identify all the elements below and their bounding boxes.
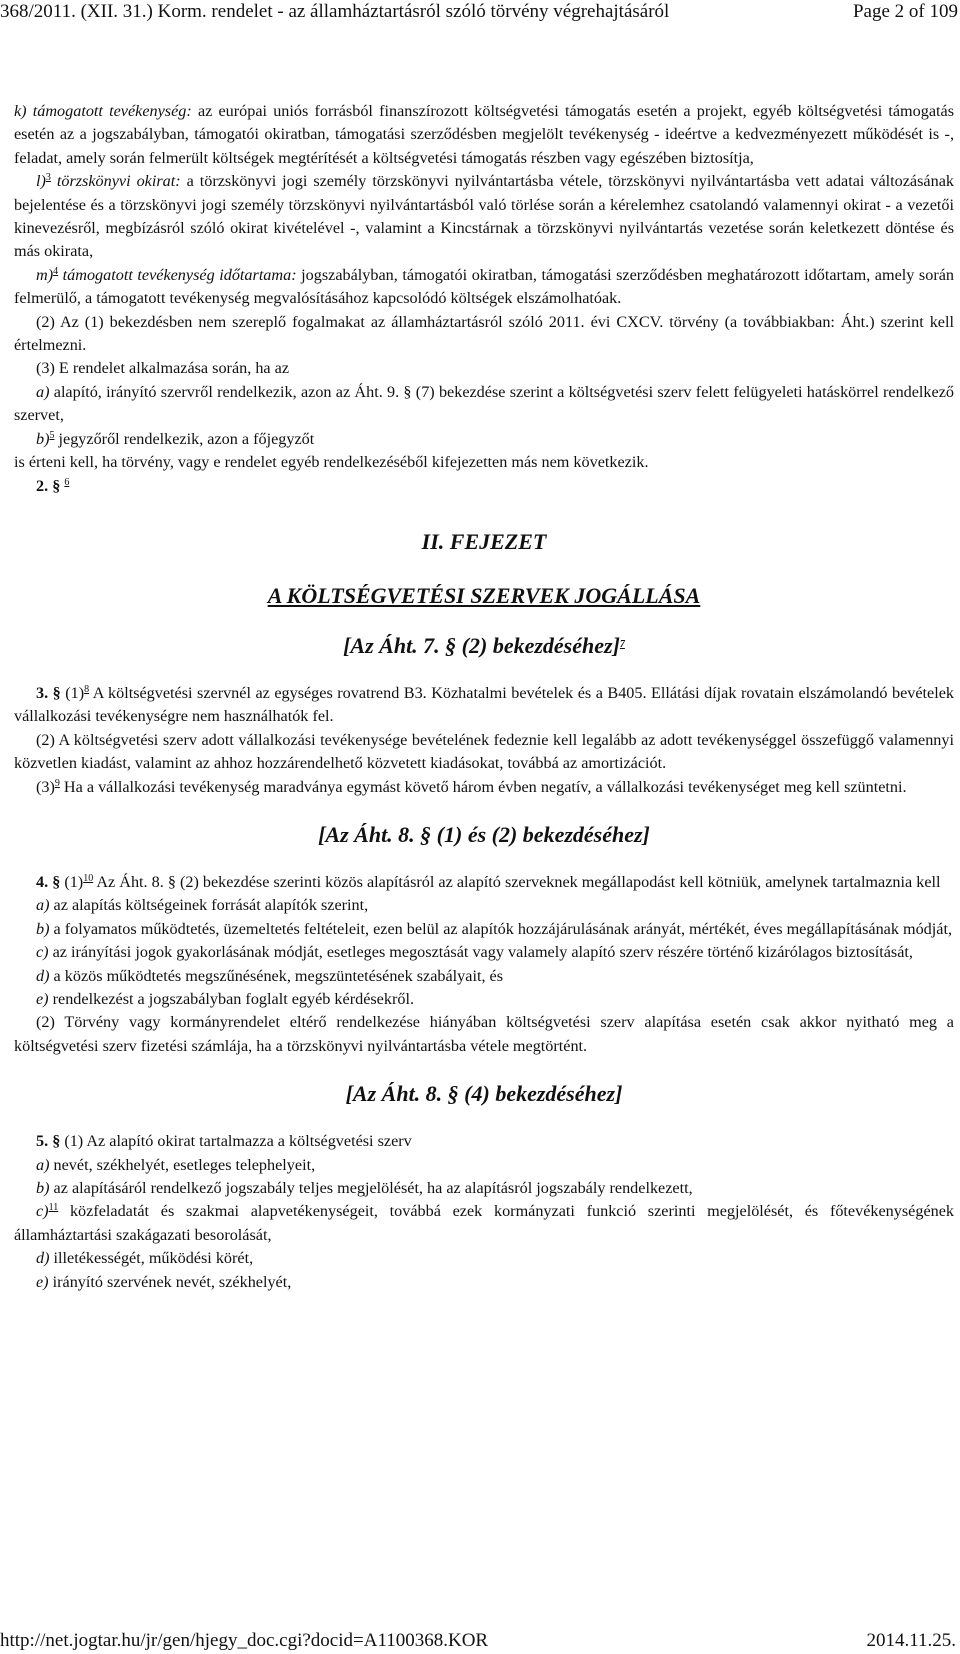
list-item xyxy=(14,965,954,988)
section-3-paragraph-2: (2) A költségvetési szerv adott vállalkozási tevékenysége bevételének fedeznie kell legalább az adott tevékenységgel összefüggő valamennyi közvetlen kiadást, valamint az ahhoz hozzárendelhető közvetett kiadásokat, továbbá az amortizációt. xyxy=(14,730,954,773)
paragraph-text: az európai uniós forrásból finanszírozott költségvetési támogatás esetén a projekt, egyéb költségvetési támogatás esetén az a jogszabályban, támogatói okiratban, támogatási szerződésben megjelölt tevékenység - ideértve a kedvezményezett működését is -, feladat, amely során felmerült költségek megtérítését a költségvetési támogatás részben vagy egészében biztosítja, xyxy=(14,102,954,167)
item-text: irányító szervének nevét, székhelyét, xyxy=(48,1272,292,1291)
subheading-7-2: [Az Áht. 7. § (2) bekezdéséhez]$^7$ xyxy=(343,632,625,658)
item-text: a folyamatos működtetés, üzemeltetés feltételeit, ezen belül az alapítók hozzájárulásának arányát, mértékét, éves megállapításának módját, xyxy=(49,919,952,938)
footnote-link[interactable]: 3 xyxy=(45,172,51,184)
item-letter: b) xyxy=(36,919,50,938)
subheading-8-1-2: [Az Áht. 8. § (1) és (2) bekezdéséhez] xyxy=(318,821,650,847)
page-indicator: Page 2 of 109 xyxy=(852,1,958,22)
footnote-link[interactable]: 5 xyxy=(49,429,55,441)
document-body xyxy=(14,100,954,1294)
list-item xyxy=(14,894,954,917)
chapter-title: A KÖLTSÉGVETÉSI SZERVEK JOGÁLLÁSA xyxy=(267,582,701,608)
paragraph-text: jogszabályban, támogatói okiratban, támogatási szerződésben meghatározott időtartam, amely során felmerülő, a támogatott tevékenység megvalósításához kapcsolódó költségek elszámolhatóak. xyxy=(14,265,954,308)
item-letter: e) xyxy=(36,1272,49,1291)
item-text: nevét, székhelyét, esetleges telephelyeit, xyxy=(49,1155,316,1174)
page-footer xyxy=(0,1630,960,1654)
paragraph-text: jegyzőről rendelkezik, azon a főjegyzőt xyxy=(54,429,315,448)
paragraph-k xyxy=(14,100,954,170)
item-text: illetékességét, működési körét, xyxy=(49,1249,254,1268)
page-header xyxy=(0,0,960,30)
item-letter: c) xyxy=(36,943,49,962)
footnote-link[interactable]: 11 xyxy=(48,1202,59,1214)
paragraph-l xyxy=(14,170,954,264)
section-number: 3. § xyxy=(36,683,61,702)
document-title: 368/2011. (XII. 31.) Korm. rendelet - az államháztartásról szóló törvény végrehajtásáról xyxy=(0,1,670,22)
list-item xyxy=(14,1247,954,1270)
list-item xyxy=(14,988,954,1011)
item-letter: l) xyxy=(36,172,46,191)
footnote-link[interactable]: 6 xyxy=(64,476,70,488)
list-item xyxy=(14,1154,954,1177)
source-url[interactable]: http://net.jogtar.hu/jr/gen/hjegy_doc.cgi?docid=A1100368.KOR xyxy=(0,1630,489,1651)
footnote-link[interactable]: 4 xyxy=(53,265,59,277)
item-text: közfeladatát és szakmai alapvetékenységeit, továbbá ezek kormányzati funkció szerinti megjelölését, és főtevékenységének államháztartási szakágazati besorolását, xyxy=(14,1202,954,1244)
section-4-paragraph-2: (2) Törvény vagy kormányrendelet eltérő rendelkezése hiányában költségvetési szerv alapítása esetén csak akkor nyitható meg a költségvetési szerv fizetési számlája, ha a törzskönyvi nyilvántartásba vétele megtörtént. xyxy=(14,1013,954,1055)
item-letter: d) xyxy=(36,1249,50,1268)
paragraph-3-end: is érteni kell, ha törvény, vagy e rendelet egyéb rendelkezéséből kifejezetten más nem következik. xyxy=(14,453,649,472)
section-2 xyxy=(14,475,954,498)
item-letter: c) xyxy=(36,1202,49,1221)
subheading-8-4: [Az Áht. 8. § (4) bekezdéséhez] xyxy=(345,1081,623,1107)
item-text: rendelkezést a jogszabályban foglalt egyéb kérdésekről. xyxy=(48,989,414,1008)
footnote-link[interactable]: 10 xyxy=(83,872,94,884)
section-4-paragraph-1: 4. § $(1)^{10}$ Az Áht. 8. § (2) bekezdése szerinti közös alapításról az alapító szerveknek megállapodást kell kötniük, amelynek tartalmaznia kell xyxy=(36,872,941,891)
term: törzskönyvi okirat: xyxy=(50,172,181,191)
item-letter: a) xyxy=(36,382,50,401)
footnote-link[interactable]: 8 xyxy=(84,683,90,695)
paragraph-3b xyxy=(14,428,954,451)
footnote-link[interactable]: 7 xyxy=(619,638,625,650)
section-3-paragraph-1: 3. § $(1)^8$ A költségvetési szervnél az egységes rovatrend B3. Közhatalmi bevételek és a B405. Ellátási díjak rovatain elszámolandó bevételek vállalkozási tevékenységre nem használhatók fel. xyxy=(14,683,954,726)
item-letter: k) xyxy=(14,102,27,120)
section-number: 5. § xyxy=(36,1132,61,1151)
print-date: 2014.11.25. xyxy=(866,1630,956,1651)
paragraph-3: (3) E rendelet alkalmazása során, ha az xyxy=(36,359,290,378)
section-5-items xyxy=(14,1154,954,1294)
list-item xyxy=(14,941,954,964)
paragraph-text: alapító, irányító szervről rendelkezik, azon az Áht. 9. § (7) bekezdése szerint a költségvetési szerv felett felügyeleti hatáskörrel rendelkező szervet, xyxy=(14,382,954,425)
section-number: 4. § xyxy=(36,872,61,891)
section-5-paragraph-1 xyxy=(14,1130,954,1153)
item-text: a közös működtetés megszűnésének, megszüntetésének szabályait, és xyxy=(49,966,504,985)
item-text: az alapítás költségeinek forrását alapítók szerint, xyxy=(49,896,369,915)
paragraph-text: Ha a vállalkozási tevékenység maradványa egymást követő három évben negatív, a vállalkozási tevékenységet meg kell szüntetni. xyxy=(59,777,907,796)
list-item xyxy=(14,1271,954,1294)
footnote-link[interactable]: 9 xyxy=(54,777,60,789)
paragraph-m xyxy=(14,264,954,311)
paragraph-text: A költségvetési szervnél az egységes rovatrend B3. Közhatalmi bevételek és a B405. Ellátási díjak rovatain elszámolandó bevételek vállalkozási tevékenységre nem használhatók fel. xyxy=(14,683,954,726)
paragraph-2: (2) Az (1) bekezdésben nem szereplő fogalmakat az államháztartásról szóló 2011. évi CXCV. törvény (a továbbiakban: Áht.) szerint kell értelmezni. xyxy=(14,312,954,355)
item-letter: a) xyxy=(36,896,50,915)
paragraph-text: Az Áht. 8. § (2) bekezdése szerinti közös alapításról az alapító szerveknek megállapodást kell kötniük, amelynek tartalmaznia kell xyxy=(93,872,941,891)
term: támogatott tevékenység időtartama: xyxy=(58,265,297,284)
item-letter: b) xyxy=(36,1179,50,1197)
item-letter: m) xyxy=(36,265,54,284)
chapter-heading: II. FEJEZET xyxy=(421,528,547,554)
paragraph-text: a törzskönyvi jogi személy törzskönyvi nyilvántartásba vétele, törzskönyvi nyilvántartásba vett adatai változásának bejelentése és a törzskönyvi jogi személy törzskönyvi nyilvántartásból való törlése során a kérelemhez csatolandó valamennyi okirat - a vezetői kinevezésről, megbízásról szóló okirat kivételével -, valamint a Kincstárnak a törzskönyvi nyilvántartás vezetése során keletkezett döntése és más okirata, xyxy=(14,172,954,261)
item-text: az irányítási jogok gyakorlásának módját, esetleges megosztását vagy valamely alapító szerv részére történő kizárólagos biztosítását, xyxy=(48,943,913,962)
item-letter: d) xyxy=(36,966,50,985)
section-4-items xyxy=(14,894,954,1011)
term: támogatott tevékenység: xyxy=(32,102,192,120)
section-3-paragraph-3: $(3)^9$ Ha a vállalkozási tevékenység maradványa egymást követő három évben negatív, a vállalkozási tevékenységet meg kell szüntetni. xyxy=(36,777,907,796)
item-letter: e) xyxy=(36,989,49,1008)
paragraph-text: (1) Az alapító okirat tartalmazza a költségvetési szerv xyxy=(60,1132,412,1151)
list-item xyxy=(14,918,954,941)
item-text: az alapításáról rendelkező jogszabály teljes megjelölését, ha az alapításról jogszabály rendelkezett, xyxy=(49,1179,693,1197)
item-letter: a) xyxy=(36,1155,50,1174)
item-letter: b) xyxy=(36,429,50,448)
list-item xyxy=(14,1200,954,1247)
section-number: 2. § xyxy=(36,476,61,495)
list-item xyxy=(14,1177,954,1200)
paragraph-3a xyxy=(14,381,954,428)
